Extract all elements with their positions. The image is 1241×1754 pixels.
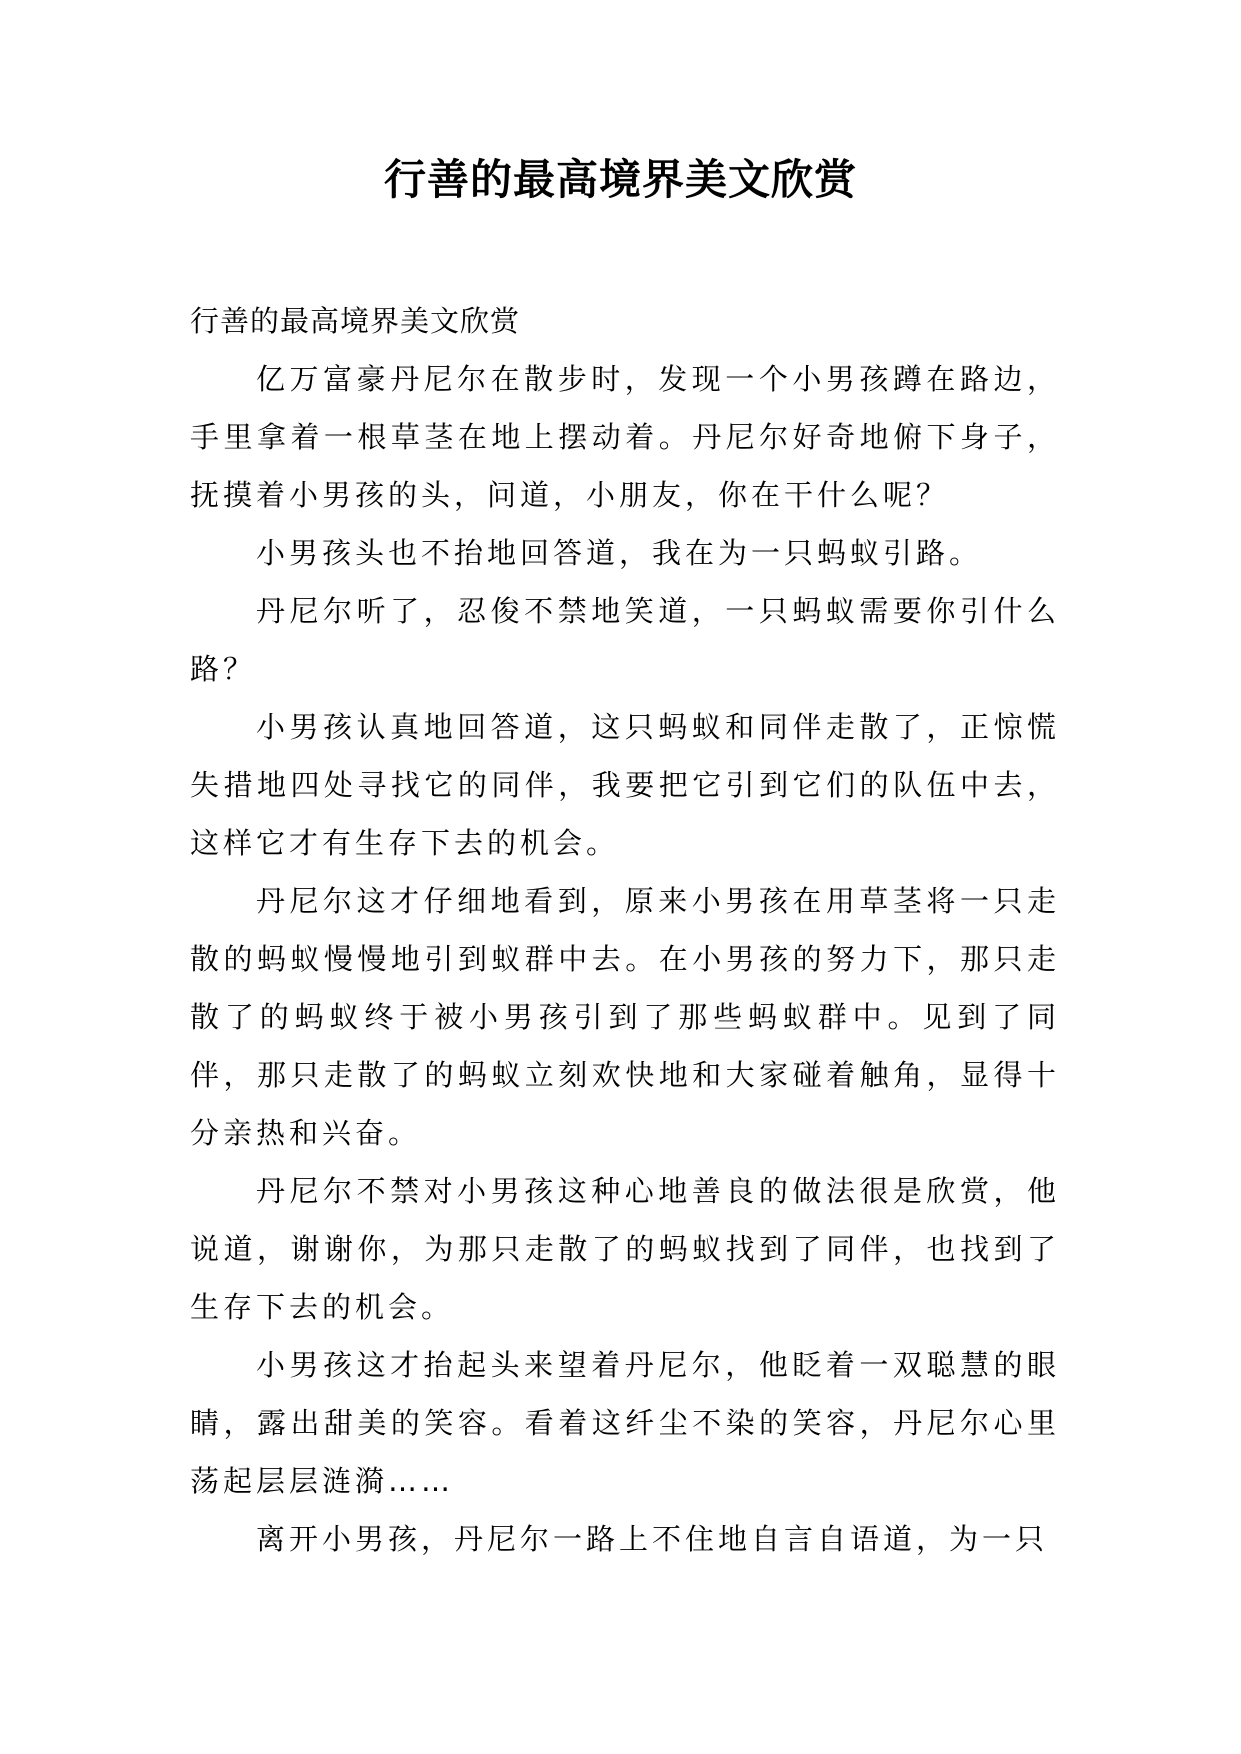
paragraph: 小男孩头也不抬地回答道，我在为一只蚂蚁引路。 <box>256 536 983 570</box>
paragraph: 丹尼尔听了，忍俊不禁地笑道，一只蚂蚁需要你引什么路？ <box>190 594 1060 686</box>
paragraph: 丹尼尔不禁对小男孩这种心地善良的做法很是欣赏，他说道，谢谢你，为那只走散了的蚂蚁找到了同伴，也找到了生存下去的机会。 <box>190 1174 1060 1324</box>
document-body <box>190 292 1060 1568</box>
paragraph: 丹尼尔这才仔细地看到，原来小男孩在用草茎将一只走散的蚂蚁慢慢地引到蚁群中去。在小男孩的努力下，那只走散了的蚂蚁终于被小男孩引到了那些蚂蚁群中。见到了同伴，那只走散了的蚂蚁立刻欢快地和大家碰着触角，显得十分亲热和兴奋。 <box>190 884 1060 1150</box>
paragraph: 亿万富豪丹尼尔在散步时，发现一个小男孩蹲在路边，手里拿着一根草茎在地上摆动着。丹尼尔好奇地俯下身子，抚摸着小男孩的头，问道，小朋友，你在干什么呢？ <box>190 362 1060 512</box>
document-title: 行善的最高境界美文欣赏 <box>383 155 857 204</box>
document-subtitle: 行善的最高境界美文欣赏 <box>190 304 521 338</box>
paragraph: 小男孩这才抬起头来望着丹尼尔，他眨着一双聪慧的眼睛，露出甜美的笑容。看着这纤尘不染的笑容，丹尼尔心里荡起层层涟漪…… <box>190 1348 1060 1498</box>
paragraph: 小男孩认真地回答道，这只蚂蚁和同伴走散了，正惊慌失措地四处寻找它的同伴，我要把它引到它们的队伍中去，这样它才有生存下去的机会。 <box>190 710 1060 860</box>
paragraph: 离开小男孩，丹尼尔一路上不住地自言自语道，为一只 <box>256 1522 1049 1556</box>
